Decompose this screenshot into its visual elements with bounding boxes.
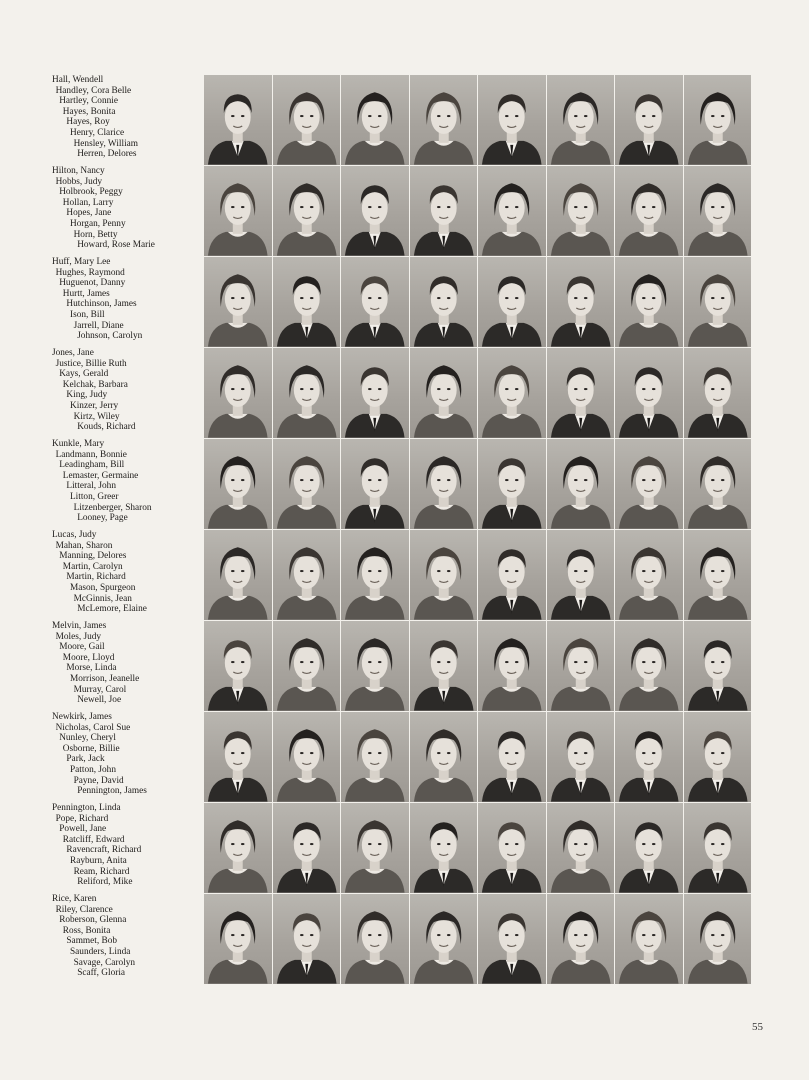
student-name: Leadingham, Bill — [59, 460, 125, 471]
student-name: Hall, Wendell — [52, 75, 104, 85]
student-name: Herren, Delores — [77, 149, 137, 160]
student-name: Lemaster, Germaine — [62, 470, 139, 481]
student-photo — [341, 75, 409, 165]
photo-row — [204, 530, 751, 620]
student-name: Kays, Gerald — [59, 369, 109, 380]
photo-row — [204, 803, 751, 893]
student-name: Savage, Carolyn — [73, 957, 136, 968]
student-name: Newkirk, James — [52, 712, 112, 722]
student-name: Ream, Richard — [73, 866, 130, 877]
student-name: Henry, Clarice — [70, 127, 125, 138]
name-list — [52, 530, 198, 615]
student-photo — [615, 166, 683, 256]
student-name: Holbrook, Peggy — [59, 187, 123, 198]
student-photo — [547, 530, 615, 620]
student-photo — [273, 530, 341, 620]
student-photo — [684, 348, 752, 438]
name-list — [52, 894, 198, 979]
student-name: Huff, Mary Lee — [52, 257, 111, 267]
student-name: Ravencraft, Richard — [66, 845, 142, 856]
student-name: Park, Jack — [66, 754, 105, 765]
page-number: 55 — [752, 1021, 763, 1033]
student-name: Hensley, William — [73, 138, 139, 149]
student-photo — [478, 257, 546, 347]
photo-row — [204, 166, 751, 256]
student-name: Howard, Rose Marie — [77, 240, 155, 251]
photo-row — [204, 348, 751, 438]
student-name: Newell, Joe — [77, 695, 122, 706]
student-photo — [547, 75, 615, 165]
student-name: Mason, Spurgeon — [70, 582, 136, 593]
student-photo — [478, 166, 546, 256]
student-photo — [547, 257, 615, 347]
name-list — [52, 803, 198, 888]
student-name: Justice, Billie Ruth — [55, 358, 127, 369]
student-photo — [478, 348, 546, 438]
student-name: Looney, Page — [77, 513, 128, 524]
student-photo — [204, 439, 272, 529]
student-name: Rice, Karen — [52, 894, 97, 904]
student-photo — [273, 439, 341, 529]
student-photo — [410, 712, 478, 802]
student-photo — [684, 75, 752, 165]
student-name: Horn, Betty — [73, 229, 118, 240]
student-photo — [547, 803, 615, 893]
student-name: Litzenberger, Sharon — [73, 502, 152, 513]
name-list — [52, 439, 198, 524]
photo-row — [204, 439, 751, 529]
student-name: Kelchak, Barbara — [62, 379, 128, 390]
student-photo — [273, 894, 341, 984]
student-photo — [684, 530, 752, 620]
student-photo — [204, 348, 272, 438]
student-photo — [684, 439, 752, 529]
student-name: Jones, Jane — [52, 348, 94, 358]
student-name: Hopes, Jane — [66, 208, 112, 219]
student-photo — [273, 803, 341, 893]
student-photo — [410, 439, 478, 529]
photo-row — [204, 894, 751, 984]
student-photo — [478, 439, 546, 529]
student-name: Roberson, Glenna — [59, 915, 127, 926]
student-name: Saunders, Linda — [70, 946, 131, 957]
name-list — [52, 75, 198, 160]
student-photo — [410, 621, 478, 711]
student-photo — [273, 75, 341, 165]
name-list — [52, 621, 198, 706]
student-photo — [341, 712, 409, 802]
student-name: Powell, Jane — [59, 824, 107, 835]
student-name: Hartley, Connie — [59, 96, 118, 107]
student-photo — [204, 712, 272, 802]
student-photo — [410, 75, 478, 165]
student-photo — [204, 257, 272, 347]
student-name: Moles, Judy — [55, 631, 102, 642]
student-name: Hurtt, James — [62, 288, 110, 299]
student-photo — [410, 894, 478, 984]
student-name: McLemore, Elaine — [77, 604, 147, 615]
student-name: Hutchinson, James — [66, 299, 137, 310]
student-name: Sammet, Bob — [66, 936, 118, 947]
student-name: Morse, Linda — [66, 663, 117, 674]
student-name: Moore, Gail — [59, 642, 105, 653]
student-photo — [341, 348, 409, 438]
student-photo — [273, 712, 341, 802]
photo-row — [204, 621, 751, 711]
student-photo — [615, 75, 683, 165]
student-name: Pope, Richard — [55, 813, 109, 824]
student-name: Lucas, Judy — [52, 530, 97, 540]
student-name: Rayburn, Anita — [70, 855, 127, 866]
student-name: Huguenot, Danny — [59, 278, 126, 289]
student-name: Kunkle, Mary — [52, 439, 105, 449]
student-photo — [547, 439, 615, 529]
student-name: King, Judy — [66, 390, 108, 401]
student-photo — [273, 166, 341, 256]
student-photo — [478, 894, 546, 984]
student-name: Patton, John — [70, 764, 116, 775]
student-photo — [341, 257, 409, 347]
student-photo — [547, 712, 615, 802]
student-photo — [684, 712, 752, 802]
student-photo — [341, 166, 409, 256]
student-photo — [615, 894, 683, 984]
student-name: Hughes, Raymond — [55, 267, 125, 278]
student-photo — [410, 803, 478, 893]
student-photo — [547, 621, 615, 711]
student-photo — [478, 530, 546, 620]
student-name: Hilton, Nancy — [52, 166, 105, 176]
student-photo — [410, 530, 478, 620]
student-photo — [273, 621, 341, 711]
name-list — [52, 166, 198, 251]
student-name: Martin, Richard — [66, 572, 126, 583]
student-name: Nicholas, Carol Sue — [55, 722, 131, 733]
student-photo — [547, 894, 615, 984]
student-photo — [615, 712, 683, 802]
student-photo — [615, 530, 683, 620]
student-name: Ross, Bonita — [62, 925, 111, 936]
student-name: Payne, David — [73, 775, 124, 786]
student-name: Kinzer, Jerry — [70, 400, 119, 411]
student-name: Kirtz, Wiley — [73, 411, 120, 422]
student-name: Ison, Bill — [70, 309, 105, 320]
student-photo — [410, 257, 478, 347]
student-name: Hayes, Roy — [66, 117, 110, 128]
student-photo — [410, 166, 478, 256]
name-list — [52, 348, 198, 433]
student-name: Moore, Lloyd — [62, 652, 115, 663]
student-photo — [204, 621, 272, 711]
student-name: Hayes, Bonita — [62, 106, 116, 117]
photo-row — [204, 712, 751, 802]
student-photo — [341, 803, 409, 893]
student-photo — [204, 166, 272, 256]
student-name: Martin, Carolyn — [62, 561, 123, 572]
photo-row — [204, 257, 751, 347]
student-photo — [615, 621, 683, 711]
student-name: Handley, Cora Belle — [55, 85, 132, 96]
student-photo — [547, 166, 615, 256]
student-name: Litton, Greer — [70, 491, 119, 502]
student-photo — [684, 621, 752, 711]
student-name: Jarrell, Diane — [73, 320, 124, 331]
student-photo — [615, 348, 683, 438]
student-name: Johnson, Carolyn — [77, 331, 143, 342]
student-photo — [204, 894, 272, 984]
student-photo — [341, 530, 409, 620]
student-name: Riley, Clarence — [55, 904, 113, 915]
student-name: Pennington, James — [77, 786, 147, 797]
student-photo — [341, 439, 409, 529]
student-photo — [478, 75, 546, 165]
student-photo — [204, 530, 272, 620]
student-name: Reliford, Mike — [77, 877, 133, 888]
student-photo — [684, 257, 752, 347]
student-name: Murray, Carol — [73, 684, 127, 695]
student-photo — [273, 348, 341, 438]
student-name: Mahan, Sharon — [55, 540, 113, 551]
student-photo — [684, 803, 752, 893]
student-name: Kouds, Richard — [77, 422, 136, 433]
student-photo — [204, 75, 272, 165]
student-photo — [410, 348, 478, 438]
student-name: Pennington, Linda — [52, 803, 121, 813]
student-photo — [547, 348, 615, 438]
name-list — [52, 257, 198, 342]
student-name: Hobbs, Judy — [55, 176, 103, 187]
student-name: McGinnis, Jean — [73, 593, 132, 604]
student-photo — [615, 257, 683, 347]
student-photo — [341, 621, 409, 711]
student-name: Manning, Delores — [59, 551, 127, 562]
student-name: Nunley, Cheryl — [59, 733, 116, 744]
student-name: Hollan, Larry — [62, 197, 114, 208]
student-name: Morrison, Jeanelle — [70, 673, 140, 684]
student-photo — [684, 894, 752, 984]
student-name: Horgan, Penny — [70, 218, 126, 229]
student-name: Landmann, Bonnie — [55, 449, 127, 460]
student-photo — [615, 439, 683, 529]
student-name: Osborne, Billie — [62, 743, 120, 754]
name-list — [52, 712, 198, 797]
student-photo — [273, 257, 341, 347]
student-name: Litteral, John — [66, 481, 116, 492]
student-photo — [478, 621, 546, 711]
student-photo — [341, 894, 409, 984]
student-name: Melvin, James — [52, 621, 107, 631]
student-photo — [615, 803, 683, 893]
student-name: Scaff, Gloria — [77, 968, 126, 979]
student-photo — [478, 803, 546, 893]
student-photo — [204, 803, 272, 893]
photo-row — [204, 75, 751, 165]
student-photo — [478, 712, 546, 802]
student-photo — [684, 166, 752, 256]
student-name: Ratcliff, Edward — [62, 834, 125, 845]
